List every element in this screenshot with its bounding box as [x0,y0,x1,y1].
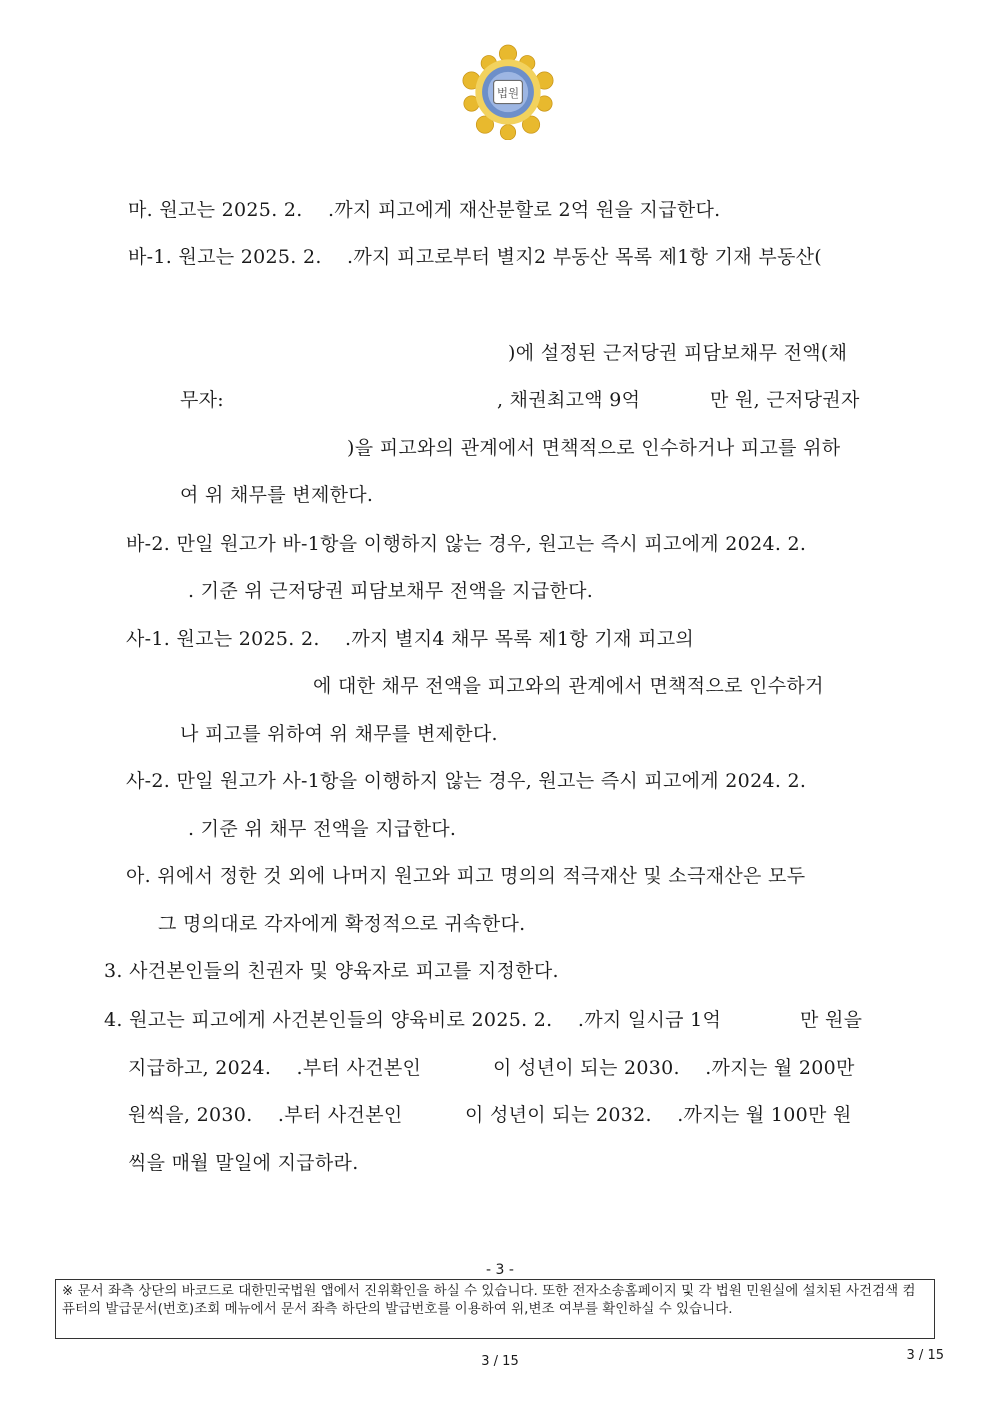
clause-ma: 마. 원고는 2025. 2. .까지 피고에게 재산분할로 2억 원을 지급한다. [128,199,721,221]
clause-4-amount-tail: 만 원을 [800,1009,863,1031]
clause-ba-1-line5: 여 위 채무를 변제한다. [180,484,374,506]
clause-sa-2-line2: . 기준 위 채무 전액을 지급한다. [188,818,457,840]
clause-4-line2-a: 지급하고, 2024. .부터 사건본인 [128,1057,422,1079]
clause-4-line3-a: 원씩을, 2030. .부터 사건본인 [128,1104,403,1126]
emblem-label: 법원 [496,85,520,100]
clause-4-line3-b: 이 성년이 되는 2032. .까지는 월 100만 원 [465,1104,852,1126]
clause-4: 4. 원고는 피고에게 사건본인들의 양육비로 2025. 2. .까지 일시금 1억 [104,1009,722,1031]
court-emblem-logo [460,44,556,140]
clause-ba-2: 바-2. 만일 원고가 바-1항을 이행하지 않는 경우, 원고는 즉시 피고에게 2024. 2. [126,533,807,555]
clause-ba-1-debtor: 무자: [180,389,225,411]
clause-3: 3. 사건본인들의 친권자 및 양육자로 피고를 지정한다. [104,960,559,982]
clause-ba-1-line4: )을 피고와의 관계에서 면책적으로 인수하거나 피고를 위하 [347,437,841,459]
clause-ba-1: 바-1. 원고는 2025. 2. .까지 피고로부터 별지2 부동산 목록 제1항 기재 부동산( [128,246,823,268]
clause-ba-2-line2: . 기준 위 근저당권 피담보채무 전액을 지급한다. [188,580,594,602]
verification-notice: ※ 문서 좌측 상단의 바코드로 대한민국법원 앱에서 진위확인을 하실 수 있습니다. 또한 전자소송홈페이지 및 각 법원 민원실에 설치된 사건검색 컴퓨터의 발급문서(번호)조회 메뉴에서 문서 좌측 하단의 발급번호를 이용하여 위,변조 여부를 확인하실 수 있습니다. [55,1279,935,1339]
clause-4-line2-b: 이 성년이 되는 2030. .까지는 월 200만 [493,1057,855,1079]
clause-ba-1-max-amount: , 채권최고액 9억 [497,389,641,411]
clause-sa-2: 사-2. 만일 원고가 사-1항을 이행하지 않는 경우, 원고는 즉시 피고에게 2024. 2. [126,770,807,792]
clause-a-line2: 그 명의대로 각자에게 확정적으로 귀속한다. [158,913,526,935]
clause-sa-1-line2: 에 대한 채무 전액을 피고와의 관계에서 면책적으로 인수하거 [313,675,824,697]
clause-sa-1: 사-1. 원고는 2025. 2. .까지 별지4 채무 목록 제1항 기재 피고의 [126,628,695,650]
page-number: - 3 - [486,1262,514,1278]
clause-4-line4: 씩을 매월 말일에 지급하라. [128,1152,359,1174]
clause-a: 아. 위에서 정한 것 외에 나머지 원고와 피고 명의의 적극재산 및 소극재산은 모두 [126,865,806,887]
clause-ba-1-mortgagee: 만 원, 근저당권자 [710,389,860,411]
clause-sa-1-line3: 나 피고를 위하여 위 채무를 변제한다. [180,723,498,745]
clause-ba-1-line2: )에 설정된 근저당권 피담보채무 전액(채 [508,342,848,364]
pager-center: 3 / 15 [481,1354,519,1369]
pager-right: 3 / 15 [906,1348,944,1363]
